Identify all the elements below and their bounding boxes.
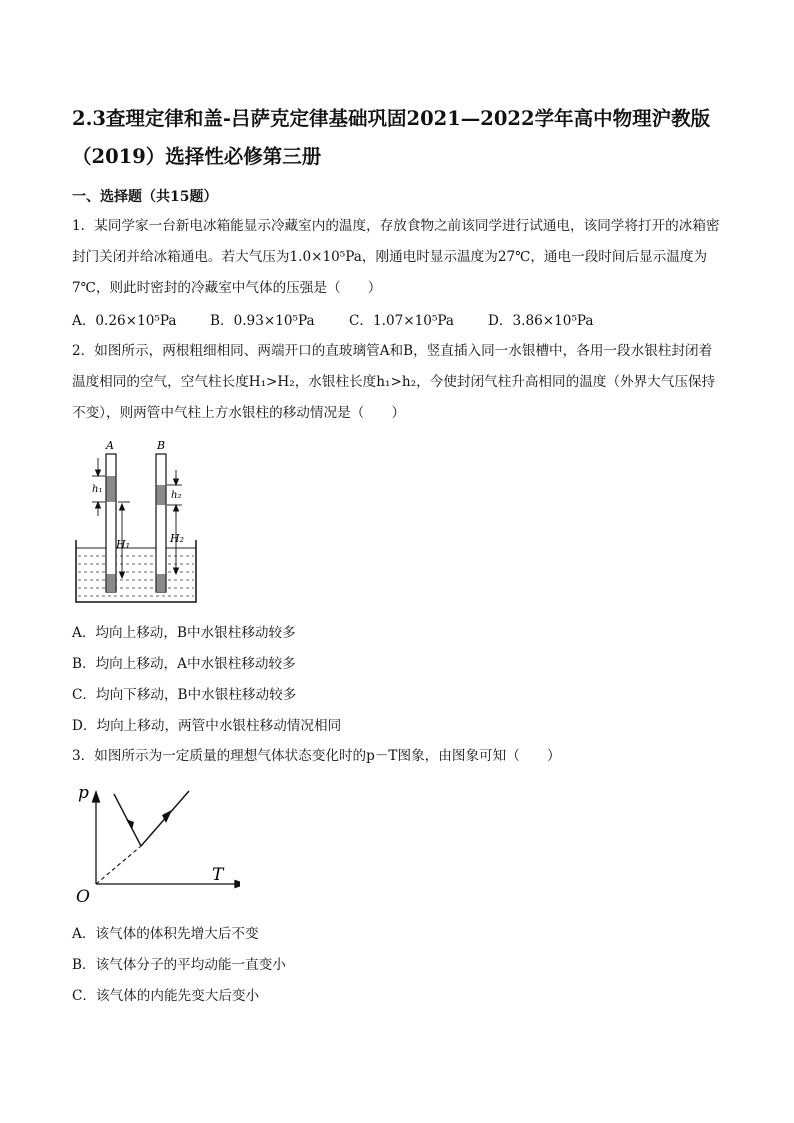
q2-option-a[interactable]: A．均向上移动，B中水银柱移动较多 (72, 625, 296, 641)
dashed-isochore-line (96, 846, 141, 884)
section-heading: 一、选择题（共15题） (72, 189, 218, 205)
tube-a (106, 454, 116, 592)
process-arrow-1 (126, 819, 134, 830)
q2-option-d[interactable]: D．均向上移动，两管中水银柱移动情况相同 (72, 718, 342, 734)
tube-a-label: A (106, 439, 114, 452)
tube-b-label: B (157, 439, 166, 452)
H2-label: H₂ (170, 532, 185, 545)
tube-b (156, 454, 166, 592)
h2-label: h₂ (171, 490, 182, 501)
q3-option-b[interactable]: B．该气体分子的平均动能一直变小 (72, 957, 286, 973)
p-axis-label: p (78, 783, 89, 803)
tube-a-bottom-mercury (107, 574, 116, 592)
h1-label: h₁ (92, 484, 103, 495)
q1-option-b[interactable]: B．0.93×10⁵Pa (210, 313, 315, 329)
document-title: 2.3查理定律和盖-吕萨克定律基础巩固2021—2022学年高中物理沪教版（2019）选择性必修第三册 (72, 107, 711, 168)
H1-label: H₁ (116, 538, 131, 551)
p-T-graph (70, 780, 240, 905)
q2-option-b[interactable]: B．均向上移动，A中水银柱移动较多 (72, 656, 296, 672)
q1-option-d[interactable]: D．3.86×10⁵Pa (488, 313, 594, 329)
T-axis-label: T (212, 865, 224, 885)
question-1-options (72, 311, 594, 331)
mercury-tank-water (76, 548, 196, 600)
q3-option-c[interactable]: C．该气体的内能先变大后变小 (72, 988, 260, 1004)
q1-option-a[interactable]: A．0.26×10⁵Pa (72, 313, 177, 329)
q2-option-c[interactable]: C．均向下移动，B中水银柱移动较多 (72, 687, 297, 703)
q1-option-c[interactable]: C．1.07×10⁵Pa (349, 313, 455, 329)
origin-label: O (76, 887, 90, 905)
tube-a-mercury-column (107, 476, 116, 502)
question-2-stem: 2．如图所示，两根粗细相同、两端开口的直玻璃管A和B，竖直插入同一水银槽中，各用一段水银柱封闭着温度相同的空气，空气柱长度H₁>H₂，水银柱长度h₁>h₂，今使封闭气柱升高相同的温度（外界大气压保持不变），则两管中气柱上方水银柱的移动情况是（ ） (72, 343, 716, 421)
tube-b-bottom-mercury (157, 574, 166, 592)
tubes-diagram (70, 436, 200, 608)
tube-b-mercury-column (157, 485, 166, 505)
question-3-stem: 3．如图所示为一定质量的理想气体状态变化时的p－T图象，由图象可知（ ） (72, 748, 561, 764)
question-1-stem: 1．某同学家一台新电冰箱能显示冷藏室内的温度，存放食物之前该同学进行试通电，该同学将打开的冰箱密封门关闭并给冰箱通电。若大气压为1.0×10⁵Pa，刚通电时显示温度为27℃，通电一段时间后显示温度为7℃，则此时密封的冷藏室中气体的压强是（ ） (72, 218, 720, 296)
q3-option-a[interactable]: A．该气体的体积先增大后不变 (72, 926, 259, 942)
